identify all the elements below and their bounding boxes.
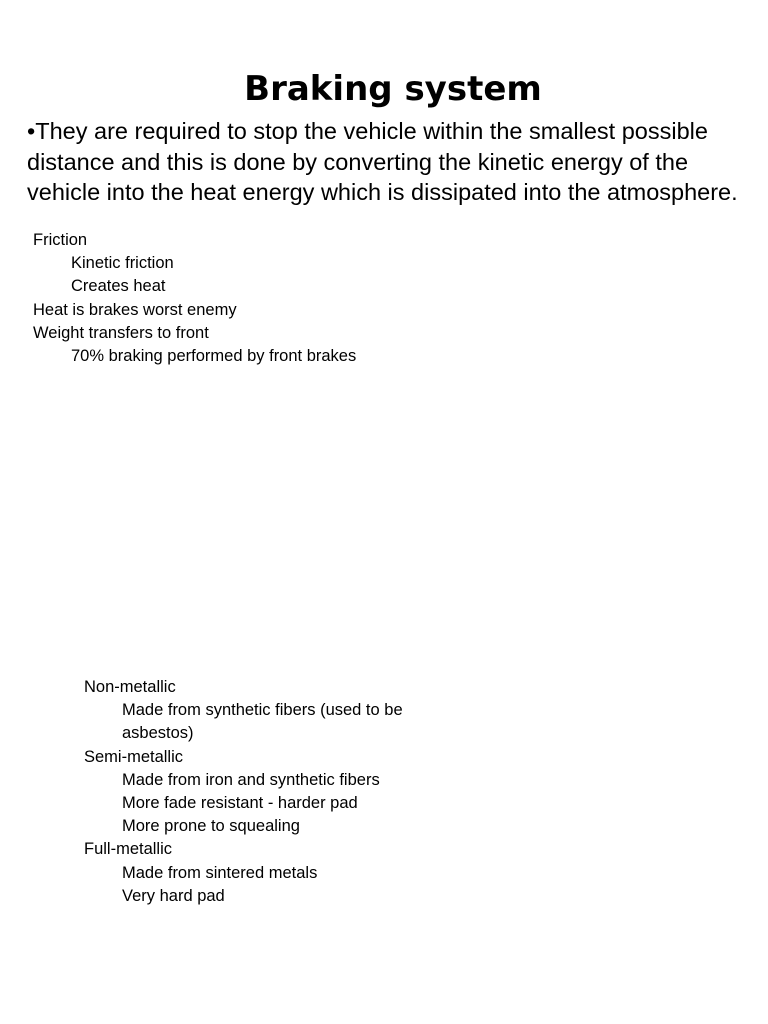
list-item: Creates heat [71,277,166,296]
list-item: Semi-metallic [84,747,184,766]
list-item: More prone to squealing [122,817,300,836]
brake-pad-types-list [84,676,444,908]
list-item: Full-metallic [84,840,173,859]
list-item: Made from synthetic fibers (used to be asbestos) [122,701,403,743]
page-title: Braking system [244,69,542,109]
intro-paragraph: •They are required to stop the vehicle within the smallest possible distance and this is done by converting the kinetic energy of the vehicle into the heat energy which is dissipated into the atmosphere. [27,118,738,205]
braking-basics-list [33,229,513,368]
list-item: Non-metallic [84,678,176,696]
list-item: More fade resistant - harder pad [122,794,358,813]
list-item: Made from sintered metals [122,863,318,882]
list-item: 70% braking performed by front brakes [71,347,357,366]
list-item: Friction [33,231,88,249]
list-item: Weight transfers to front [33,323,209,342]
list-item: Kinetic friction [71,254,174,273]
list-item: Heat is brakes worst enemy [33,300,237,319]
list-item: Made from iron and synthetic fibers [122,770,380,789]
list-item: Very hard pad [122,886,225,905]
